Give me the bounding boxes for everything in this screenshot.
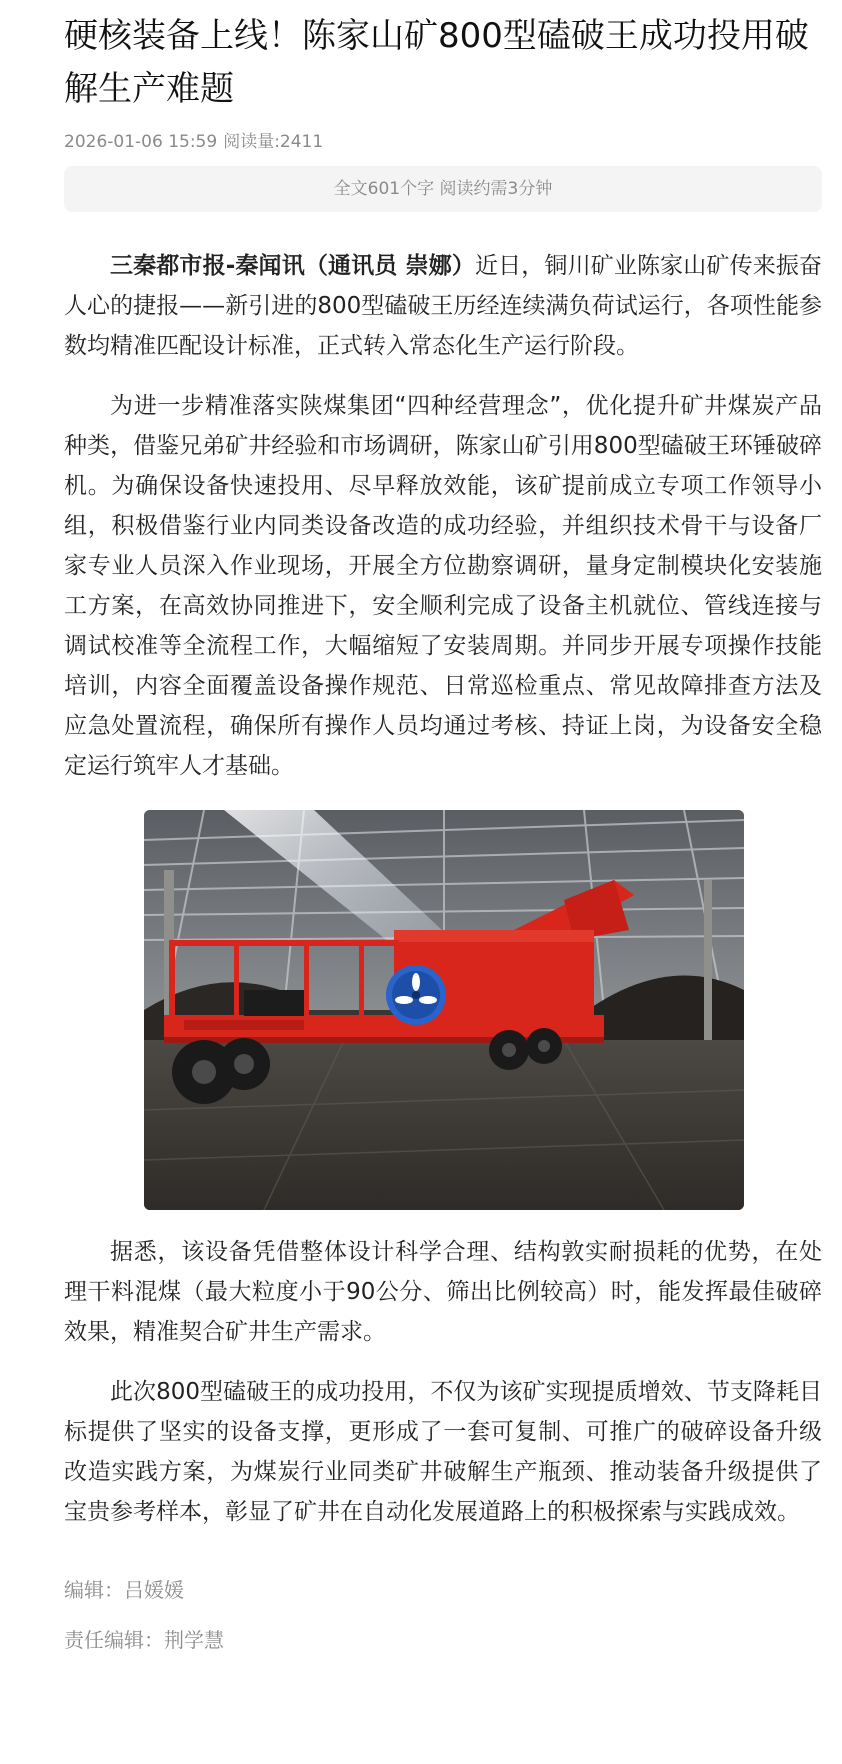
paragraph: 据悉，该设备凭借整体设计科学合理、结构敦实耐损耗的优势，在处理干料混煤（最大粒度小于90公分、筛出比例较高）时，能发挥最佳破碎效果，精准契合矿井生产需求。	[64, 1239, 822, 1345]
paragraph: 为进一步精准落实陕煤集团“四种经营理念”，优化提升矿井煤炭产品种类，借鉴兄弟矿井经验和市场调研，陈家山矿引用800型磕破王环锤破碎机。为确保设备快速投用、尽早释放效能，该矿提前成立专项工作领导小组，积极借鉴行业内同类设备改造的成功经验，并组织技术骨干与设备厂家专业人员深入作业现场，开展全方位勘察调研，量身定制模块化安装施工方案，在高效协同推进下，安全顺利完成了设备主机就位、管线连接与调试校准等全流程工作，大幅缩短了安装周期。并同步开展专项操作技能培训，内容全面覆盖设备操作规范、日常巡检重点、常见故障排查方法及应急处置流程，确保所有操作人员均通过考核、持证上岗，为设备安全稳定运行筑牢人才基础。	[64, 393, 822, 779]
paragraph-text: 近日，铜川矿业陈家山矿传来振奋人心的捷报——新引进的800型磕破王历经连续满负荷试运行，各项性能参数均精准匹配设计标准，正式转入常态化生产运行阶段。	[64, 253, 823, 359]
article-page	[64, 0, 822, 1654]
read-count: 阅读量:2411	[223, 132, 324, 152]
chief-editor-credit: 责任编辑：荆学慧	[64, 1628, 224, 1652]
publish-date: 2026-01-06 15:59	[64, 132, 218, 152]
editor-credit: 编辑：吕媛媛	[64, 1578, 184, 1602]
article-body	[64, 246, 822, 1532]
paragraph	[64, 246, 822, 366]
article-photo-crusher	[144, 810, 744, 1210]
paragraph: 此次800型磕破王的成功投用，不仅为该矿实现提质增效、节支降耗目标提供了坚实的设备支撑，更形成了一套可复制、可推广的破碎设备升级改造实践方案，为煤炭行业同类矿井破解生产瓶颈、推动装备升级提供了宝贵参考样本，彰显了矿井在自动化发展道路上的积极探索与实践成效。	[64, 1379, 822, 1525]
article-meta	[64, 130, 822, 154]
paragraph-lead: 三秦都市报-秦闻讯（通讯员 崇娜）	[110, 253, 475, 279]
article-title: 硬核装备上线！陈家山矿800型磕破王成功投用破解生产难题	[64, 16, 809, 109]
crusher-photo-illustration	[144, 810, 744, 1210]
word-count-bar: 全文601个字 阅读约需3分钟	[64, 166, 822, 212]
